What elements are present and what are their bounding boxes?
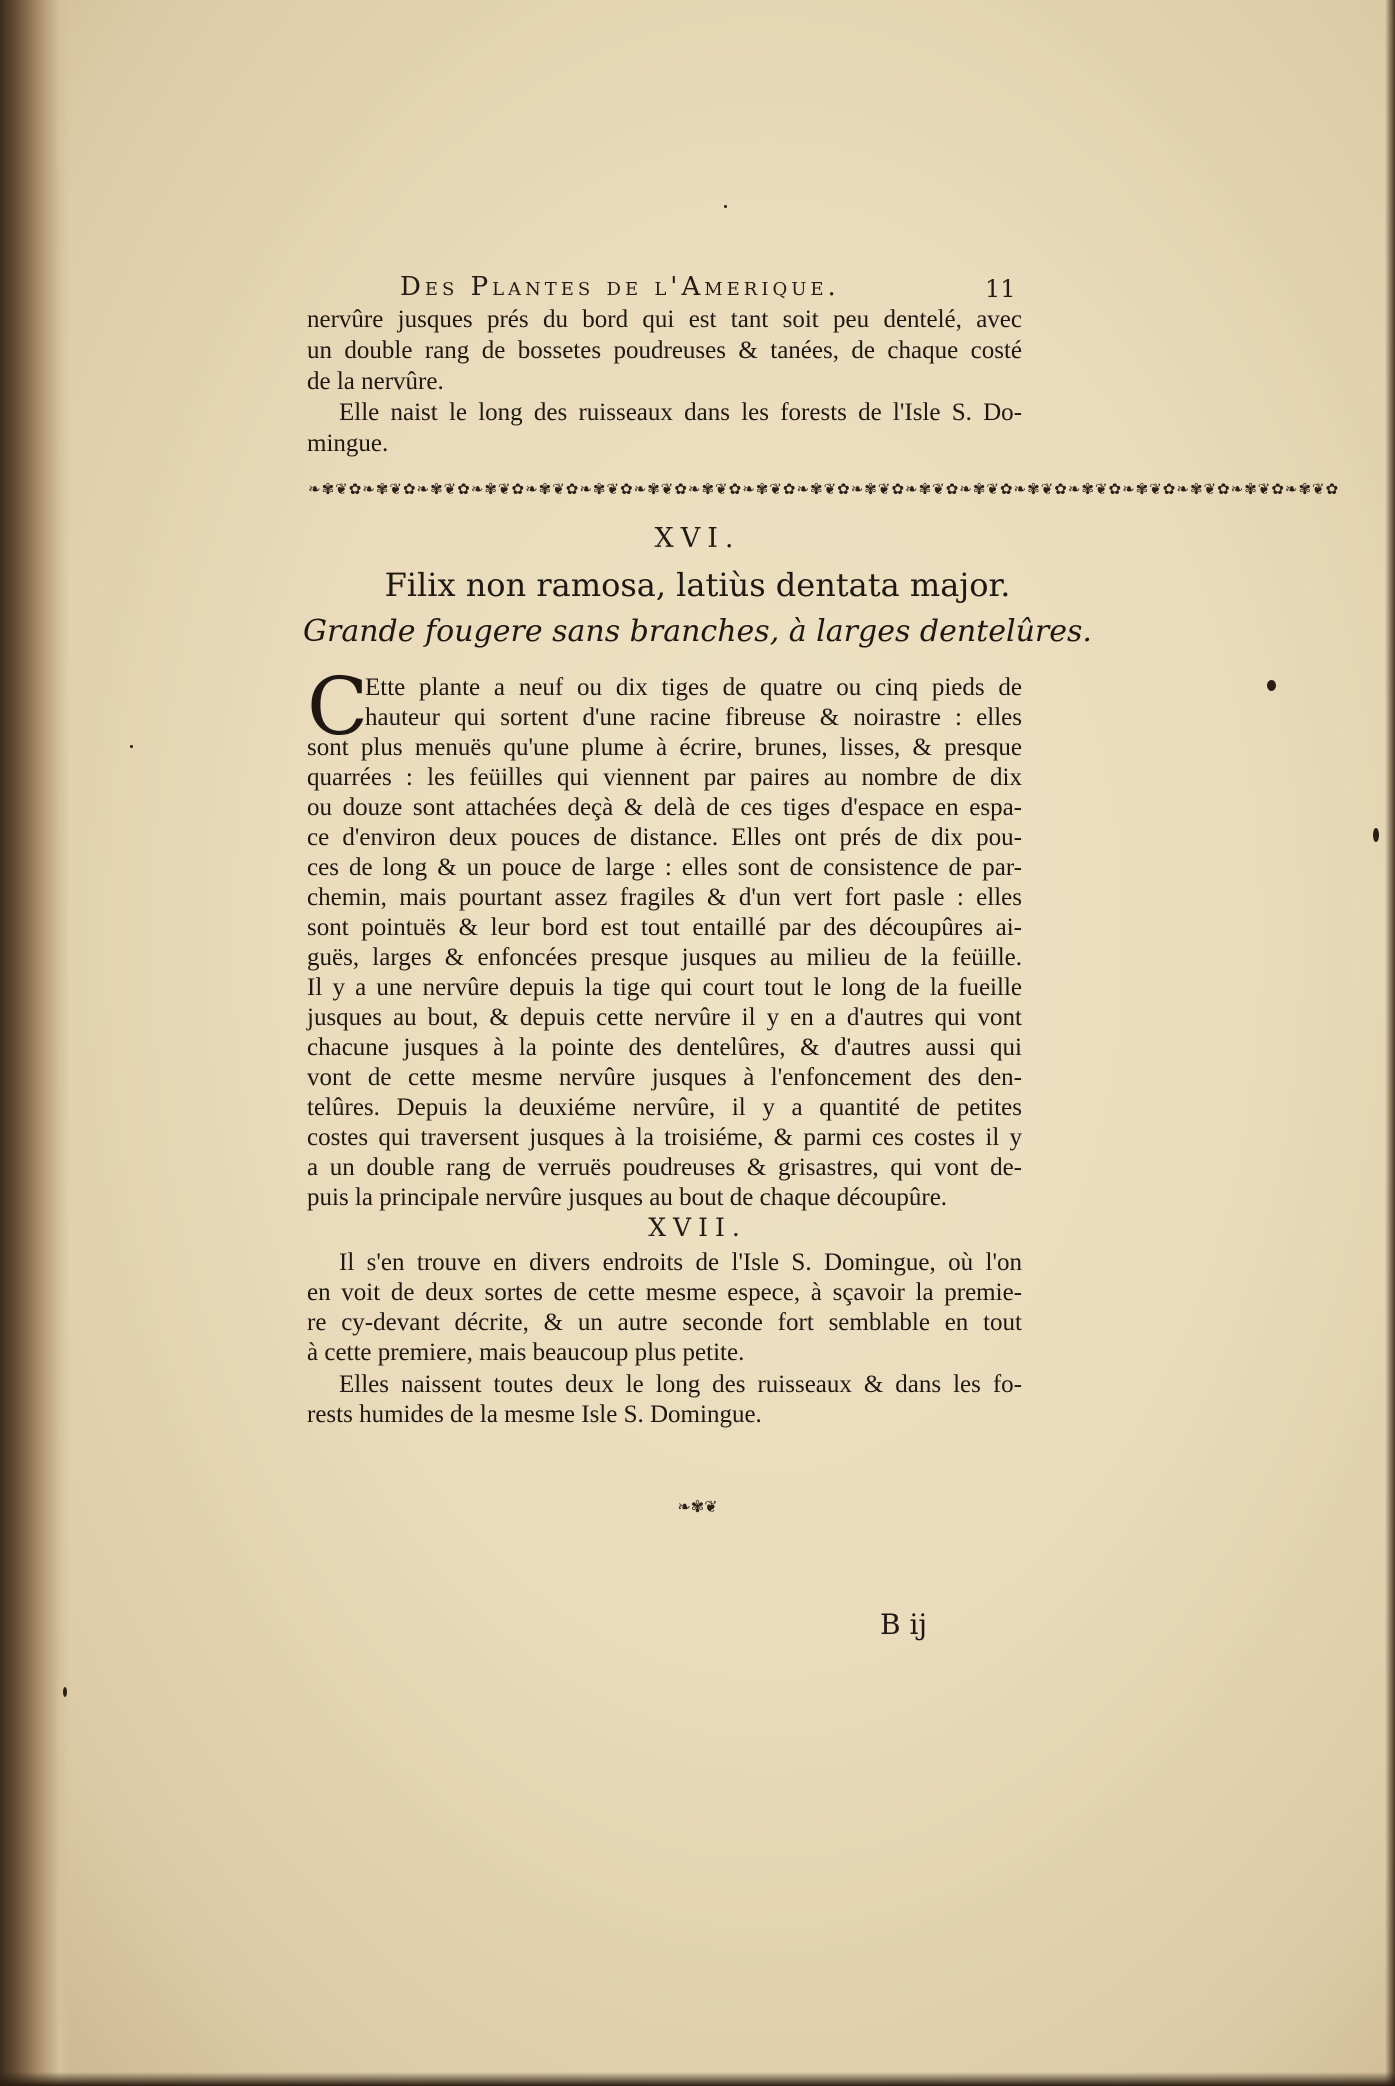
text-line: telûres. Depuis la deuxiéme nervûre, il y a quantité de petites bbox=[307, 1094, 1022, 1121]
latin-title: Filix non ramosa, latiùs dentata major. bbox=[384, 566, 1011, 604]
text-line: chemin, mais pourtant assez fragiles & d'un vert fort pasle : elles bbox=[307, 884, 1022, 911]
paper-speck bbox=[1267, 680, 1276, 691]
page-edge-bottom bbox=[0, 2072, 1395, 2086]
text-line: Ette plante a neuf ou dix tiges de quatre ou cinq pieds de bbox=[365, 674, 1022, 701]
text-line: chacune jusques à la pointe des dentelûres, & d'autres aussi qui bbox=[307, 1034, 1022, 1061]
text-line: en voit de deux sortes de cette mesme espece, à sçavoir la premie- bbox=[307, 1279, 1022, 1306]
text-line: hauteur qui sortent d'une racine fibreuse & noirastre : elles bbox=[365, 704, 1022, 731]
text-line: a un double rang de verruës poudreuses & grisastres, qui vont de- bbox=[307, 1154, 1022, 1181]
page-number: 11 bbox=[985, 275, 1016, 303]
text-line: sont pointuës & leur bord est tout entaillé par des découpûres ai- bbox=[307, 914, 1022, 941]
text-line: re cy-devant décrite, & un autre seconde fort semblable en tout bbox=[307, 1309, 1022, 1336]
text-line: vont de cette mesme nervûre jusques à l'enfoncement des den- bbox=[307, 1064, 1022, 1091]
text-line: ou douze sont attachées deçà & delà de ces tiges d'espace en espa- bbox=[307, 794, 1022, 821]
ornamental-rule: ❧✾❦✿❧✾❦✿❧✾❦✿❧✾❦✿❧✾❦✿❧✾❦✿❧✾❦✿❧✾❦✿❧✾❦✿❧✾❦✿❧✾❦✿❧✾❦✿❧✾❦✿❧✾❦✿❧✾❦✿❧✾❦✿❧✾❦✿❧✾❦✿❧✾❦✿ bbox=[308, 480, 1340, 498]
text-line: à cette premiere, mais beaucoup plus petite. bbox=[307, 1339, 745, 1366]
text-line: costes qui traversent jusques à la troisiéme, & parmi ces costes il y bbox=[307, 1124, 1022, 1151]
text-line: puis la principale nervûre jusques au bout de chaque découpûre. bbox=[307, 1184, 948, 1211]
text-line: Il y a une nervûre depuis la tige qui court tout le long de la fueille bbox=[307, 974, 1022, 1001]
paper-speck bbox=[63, 1687, 67, 1697]
paper-speck bbox=[724, 205, 727, 208]
running-head: Des Plantes de l'Amerique. bbox=[400, 272, 840, 302]
text-line: ces de long & un pouce de large : elles sont de consistence de par- bbox=[307, 854, 1022, 881]
tailpiece-ornament: ❧✾❦ bbox=[677, 1497, 718, 1516]
section-number-xvi: XVI. bbox=[654, 523, 741, 554]
text-line: jusques au bout, & depuis cette nervûre il y en a d'autres qui vont bbox=[307, 1004, 1022, 1031]
text-line: mingue. bbox=[307, 430, 389, 457]
text-line: ce d'environ deux pouces de distance. Elles ont prés de dix pou- bbox=[307, 824, 1022, 851]
text-line: Elles naissent toutes deux le long des ruisseaux & dans les fo- bbox=[339, 1371, 1022, 1398]
text-line: Elle naist le long des ruisseaux dans les forests de l'Isle S. Do- bbox=[339, 399, 1022, 426]
book-binding-shadow bbox=[0, 0, 70, 2086]
drop-cap: C bbox=[307, 660, 369, 753]
text-line: quarrées : les feüilles qui viennent par paires au nombre de dix bbox=[307, 764, 1022, 791]
text-line: rests humides de la mesme Isle S. Domingue. bbox=[307, 1401, 762, 1428]
french-title: Grande fougere sans branches, à larges dentelûres. bbox=[303, 614, 1092, 649]
text-line: de la nervûre. bbox=[307, 368, 444, 395]
paper-speck bbox=[130, 745, 133, 748]
text-line: Il s'en trouve en divers endroits de l'Isle S. Domingue, où l'on bbox=[339, 1249, 1022, 1276]
text-line: sont plus menuës qu'une plume à écrire, brunes, lisses, & presque bbox=[307, 734, 1022, 761]
text-line: nervûre jusques prés du bord qui est tant soit peu dentelé, avec bbox=[307, 306, 1022, 333]
section-number-xvii: XVII. bbox=[648, 1213, 747, 1242]
text-line: un double rang de bossetes poudreuses & tanées, de chaque costé bbox=[307, 337, 1022, 364]
paper-speck bbox=[1373, 828, 1379, 842]
signature-mark: B ij bbox=[880, 1608, 928, 1641]
text-line: guës, larges & enfoncées presque jusques au milieu de la feüille. bbox=[307, 944, 1022, 971]
page-edge-right bbox=[1385, 0, 1395, 2086]
